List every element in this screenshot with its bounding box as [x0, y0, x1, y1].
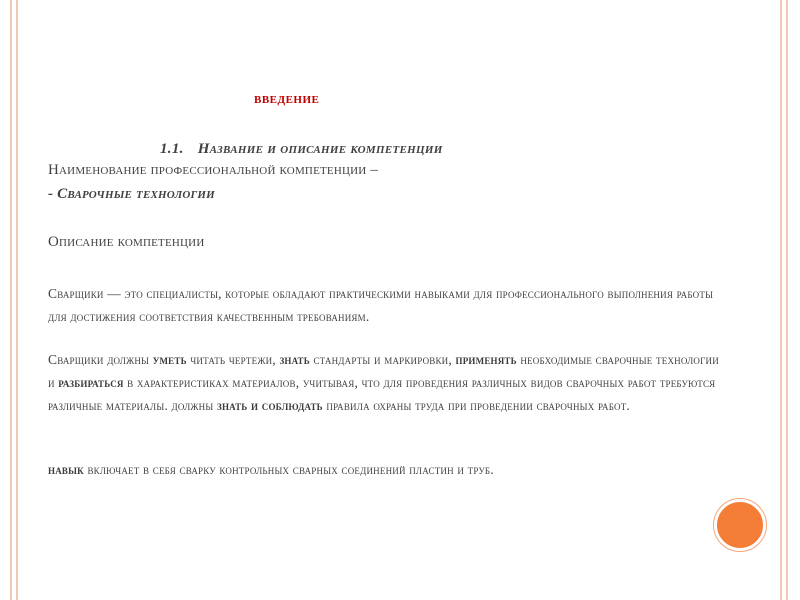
competence-prefix: -: [48, 186, 58, 202]
left-frame-line-outer: [10, 0, 12, 600]
competence-name-label: Наименование профессиональной компетенции –: [48, 162, 379, 178]
paragraph-skill-includes: [48, 458, 728, 481]
bold-run: разбираться: [58, 375, 124, 390]
bold-run: знать: [279, 352, 310, 367]
section-subtitle: [160, 141, 443, 158]
section-subtitle-text: Название и описание компетенции: [197, 141, 443, 157]
left-frame-line-inner: [16, 0, 18, 600]
text-run: читать чертежи,: [186, 352, 280, 367]
bold-run: применять: [455, 352, 517, 367]
paragraph-welders-skills: [48, 348, 728, 417]
text-run: в характеристиках материалов, учитывая, что для проведения различных видов сварочных работ требуются различные материалы. должны: [48, 375, 716, 413]
bold-run: уметь: [152, 352, 187, 367]
decorative-circle: [714, 499, 766, 551]
right-frame-line-outer: [786, 0, 788, 600]
text-run: Сварщики должны: [48, 352, 153, 367]
slide-title: введение: [254, 91, 320, 107]
text-run: необходимые сварочные технологии и: [48, 352, 719, 390]
right-frame-line-inner: [780, 0, 782, 600]
section-number: 1.1.: [160, 141, 184, 157]
competence-name-text: Сварочные технологии: [57, 186, 215, 202]
description-heading: Описание компетенции: [48, 234, 205, 250]
paragraph-welders-definition: Сварщики — это специалисты, которые обладают практическими навыками для профессионального выполнения работы для достижения соответствия качественным требованиям.: [48, 286, 714, 324]
bold-run: знать и соблюдать: [217, 398, 323, 413]
competence-name: [48, 186, 215, 203]
text-run: включает в себя сварку контрольных сварных соединений пластин и труб.: [83, 462, 494, 477]
text-run: стандарты и маркировки,: [309, 352, 456, 367]
text-run: правила охраны труда при проведении сварочных работ.: [322, 398, 631, 413]
bold-run: навык: [48, 462, 84, 477]
